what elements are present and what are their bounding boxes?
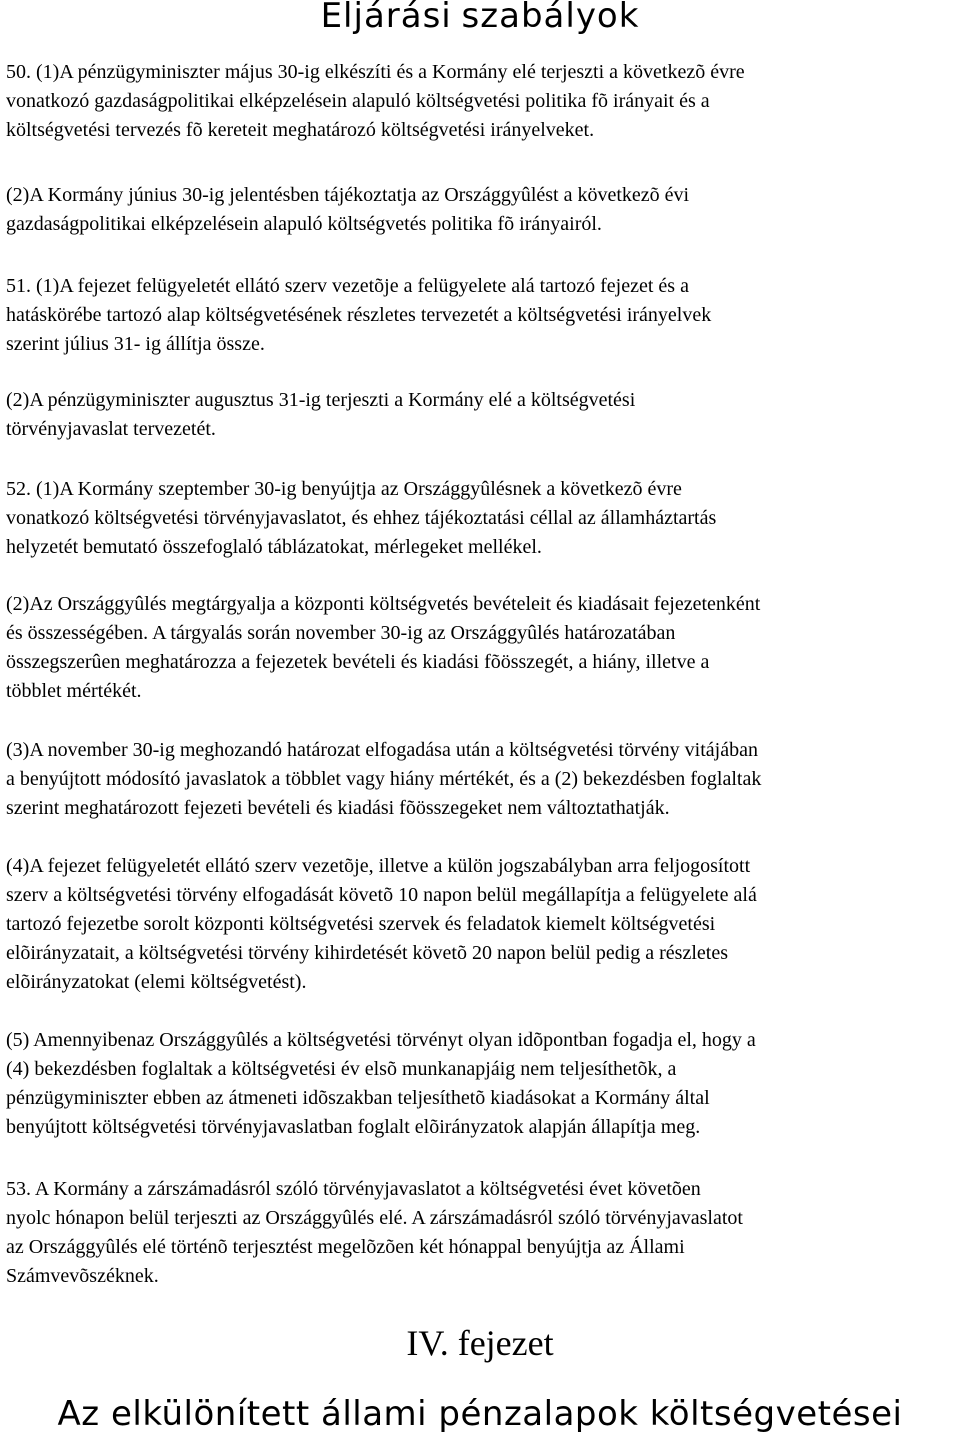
text-line: törvényjavaslat tervezetét. (6, 418, 216, 440)
text-line: 53. A Kormány a zárszámadásról szóló törvényjavaslatot a költségvetési évet követõen (6, 1178, 701, 1200)
text-line: az Országgyûlés elé történõ terjesztést megelõzõen két hónappal benyújtja az Állami (6, 1236, 685, 1258)
text-line: és összességében. A tárgyalás során november 30-ig az Országgyûlés határozatában (6, 622, 676, 644)
text-line: nyolc hónapon belül terjeszti az Országgyûlés elé. A zárszámadásról szóló törvényjavaslatot (6, 1207, 743, 1229)
text-line: szerv a költségvetési törvény elfogadását követõ 10 napon belül megállapítja a felügyelete alá (6, 884, 757, 906)
text-line: gazdaságpolitikai elképzelésein alapuló költségvetés politika fõ irányairól. (6, 213, 602, 235)
chapter-heading: Az elkülönített állami pénzalapok költségvetései (57, 1394, 903, 1434)
text-line: költségvetési tervezés fõ kereteit meghatározó költségvetési irányelveket. (6, 119, 595, 141)
paragraph-50-2 (6, 181, 956, 239)
paragraph-52-5 (6, 1026, 956, 1142)
paragraph-50-1 (6, 58, 956, 145)
text-line: (4)A fejezet felügyeletét ellátó szerv vezetõje, illetve a külön jogszabályban arra feljogosított (6, 855, 751, 877)
text-line: (3)A november 30-ig meghozandó határozat elfogadása után a költségvetési törvény vitájában (6, 739, 758, 761)
text-line: helyzetét bemutató összefoglaló táblázatokat, mérlegeket mellékel. (6, 536, 542, 558)
text-line: 51. (1)A fejezet felügyeletét ellátó szerv vezetõje a felügyelete alá tartozó fejezet és a (6, 275, 689, 297)
text-line: szerint július 31- ig állítja össze. (6, 333, 265, 355)
text-line: (2)Az Országgyûlés megtárgyalja a központi költségvetés bevételeit és kiadásait fejezetenként (6, 593, 761, 615)
text-line: összegszerûen meghatározza a fejezetek bevételi és kiadási fõösszegét, a hiány, illetve a (6, 651, 710, 673)
text-line: Számvevõszéknek. (6, 1265, 159, 1287)
paragraph-52-3 (6, 736, 956, 823)
text-line: (5) Amennyibenaz Országgyûlés a költségvetési törvényt olyan idõpontban fogadja el, hogy a (6, 1029, 756, 1051)
paragraph-52-4 (6, 852, 956, 997)
text-line: szerint meghatározott fejezeti bevételi és kiadási fõösszegeket nem változtathatják. (6, 797, 670, 819)
text-line: hatáskörébe tartozó alap költségvetésének részletes tervezetét a költségvetési irányelvek (6, 304, 712, 326)
paragraph-51-2 (6, 386, 956, 444)
text-line: (2)A Kormány június 30-ig jelentésben tájékoztatja az Országgyûlést a következõ évi (6, 184, 690, 206)
text-line: vonatkozó költségvetési törvényjavaslatot, és ehhez tájékoztatási céllal az államháztartás (6, 507, 717, 529)
text-line: vonatkozó gazdaságpolitikai elképzelésein alapuló költségvetési politika fõ irányait és a (6, 90, 710, 112)
text-line: 50. (1)A pénzügyminiszter május 30-ig elkészíti és a Kormány elé terjeszti a következõ évre (6, 61, 745, 83)
text-line: elõirányzatait, a költségvetési törvény kihirdetését követõ 20 napon belül pedig a részletes (6, 942, 728, 964)
paragraph-52-1 (6, 475, 956, 562)
text-line: többlet mértékét. (6, 680, 142, 702)
text-line: pénzügyminiszter ebben az átmeneti idõszakban teljesíthetõ kiadásokat a Kormány által (6, 1087, 710, 1109)
paragraph-52-2 (6, 590, 956, 706)
text-line: a benyújtott módosító javaslatok a többlet vagy hiány mértékét, és a (2) bekezdésben foglaltak (6, 768, 762, 790)
text-line: elõirányzatokat (elemi költségvetést). (6, 971, 307, 993)
section-title: Eljárási szabályok (320, 0, 640, 36)
text-line: (4) bekezdésben foglaltak a költségvetési év elsõ munkanapjáig nem teljesíthetõk, a (6, 1058, 677, 1080)
text-line: (2)A pénzügyminiszter augusztus 31-ig terjeszti a Kormány elé a költségvetési (6, 389, 636, 411)
chapter-title: IV. fejezet (406, 1323, 554, 1363)
text-line: tartozó fejezetbe sorolt központi költségvetési szervek és feladatok kiemelt költségvetési (6, 913, 716, 935)
paragraph-51-1 (6, 272, 956, 359)
paragraph-53 (6, 1175, 956, 1291)
text-line: 52. (1)A Kormány szeptember 30-ig benyújtja az Országgyûlésnek a következõ évre (6, 478, 682, 500)
text-line: benyújtott költségvetési törvényjavaslatban foglalt elõirányzatok alapján állapítja meg. (6, 1116, 701, 1138)
